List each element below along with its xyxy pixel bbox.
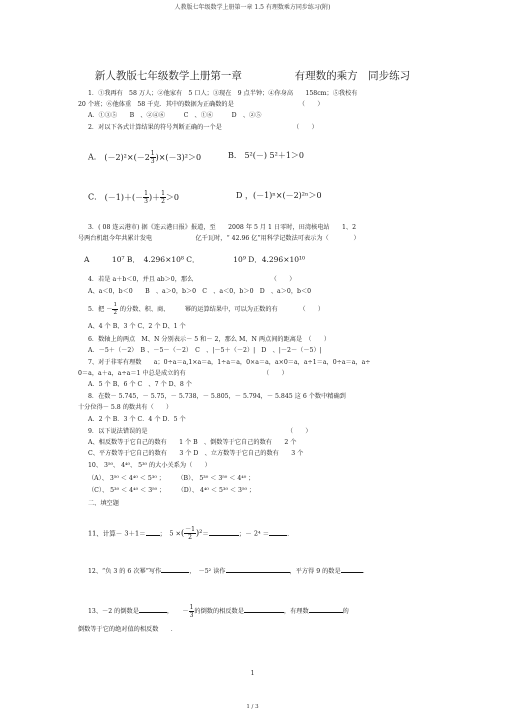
document-header: 人教版七年级数学上册第一章 1.5 有理数乘方同步练习(附) [174,4,331,11]
q13-line-1: 13、－2 的倒数是 ， － $\frac{1}{3}$ 的倒数的相反数是 ，有理数 的 [88,604,349,619]
q11-blank-3[interactable] [269,535,287,536]
q2-option-b [228,150,304,161]
q12-blank-2[interactable] [226,572,290,573]
q4-stem: 4．若是 a＋b＜0，并且 ab＞0，那么 （ ） [88,276,296,283]
q2-stem: 2．对以下各式计算结果的符号判断正确的一个是 （ ） [88,124,318,131]
q9-stem: 9．以下说法错误的是 （ ） [88,428,312,435]
q11-blank-2[interactable] [209,535,239,536]
q13-blank-3[interactable] [309,612,343,613]
page-title-right: 有理数的乘方 同步练习 [294,70,411,82]
q12-end: ，平方得 9 的数是 [289,568,341,575]
page-title [0,68,505,83]
section-fill-in-heading: 二、填空题 [88,500,119,507]
q2-d-expr: ，(－1)ⁿ×(－2)²ⁿ＞0 [244,191,322,200]
q12-lead: 12、“负 3 的 6 次幂”写作 [88,568,162,575]
q3-line-2: 号两台机组今年共累计发电 亿千瓦时，“ 42.96 亿”用科学记数法可表示为（ ） [78,235,360,242]
q7-line-2: 0＝a，a＋a，a÷a＝1 中总是成立的有 （ ） [78,370,288,377]
q2-d-label: D [236,191,243,200]
q2-c-expr: (－1)＋(－ $\frac{1}{3}$ )＋ $\frac{1}{2}$ ＞0 [104,190,179,205]
q11-after: ＝ [202,529,209,538]
q6-options: A．－5＋（－2） B 、－5－（－2） C 、|－5＋（－2）| D 、|－2－（－5）| [88,347,322,354]
q9-option-cd: C、平方数等于它自己的数有 3 个 D 、立方数等于它自己的数有 3 个 [88,450,304,457]
q11: 11、计算－ 3＋1＝ ； 5 ×( $\frac{-1}{2}$ )²＝ ；－ 2⁴ ＝ ． [88,526,294,541]
q2-a-expr: (－2)²×(－2 $\frac{1}{3}$ )×(－3)²＞0 [104,150,202,165]
q5-stem: 5．把 － $\frac{1}{2}$ 的分数、积、商、 幂的运算结果中，可以为正数的有 （ ） [88,302,325,316]
q13-mid2: 的倒数的相反数是 [194,608,244,615]
q11-mid: ； 5 × [159,529,182,538]
q8-line-2: 十分位得－ 5.8 的数共有（ ） [78,404,173,411]
q10-stem: 10、 3⁵⁰、 4⁴⁰、 5³⁰ 的大小关系为（ ） [88,462,211,469]
q2-option-c [88,190,179,205]
q9-option-ab: A、相反数等于它自己的数有 1 个 B 、倒数等于它自己的数有 2 个 [88,439,297,446]
q6-stem: 6．数轴上的两点 M、N 分别表示－ 5 和－ 2，那么 M、N 两点间的距离是 （ ） [88,336,331,343]
q3-options: A 10⁷ B． 4.296×10⁸ C． 10⁹ D．4.296×10¹⁰ [84,255,306,264]
q11-lead: 11、计算－ 3＋1＝ [88,529,146,538]
q13-blank-1[interactable] [139,612,167,613]
q3-line-1: 3．( 08 连云港市) 据《连云港日报》报道，至 2008 年 5 月 1 日零时，田湾核电站 1、2 [88,224,357,231]
q2-b-label: B． [228,151,242,160]
q8-line-1: 8．在数－ 5.745，－ 5.75，－ 5.738，－ 5.805，－ 5.794，－ 5.845 这 6 个数中精确到 [88,393,346,400]
q13-mid3: ，有理数 [283,608,309,615]
q12-blank-3[interactable] [341,572,363,573]
q8-options: A．2 个 B．3 个 C．4 个 D．5 个 [88,416,186,423]
q1-options: A．①③⑤ B 、②④⑥ C 、①⑥ D 、②⑤ [88,112,262,119]
q12: 12、“负 3 的 6 次幂”写作 ， －5² 读作 ，平方得 9 的数是 ． [88,568,369,575]
q13-mid: ， [166,608,170,615]
q2-c-label: C． [88,192,103,202]
q1-line-1: 1．①我再有 58 万人；②他家有 5 口人；③现在 9 点半钟；④你身高 158cm；⑤我校有 [88,90,358,97]
q13-blank-2[interactable] [244,612,284,613]
q2-a-label: A． [88,152,102,162]
q12-mid: ， －5² 读作 [189,568,226,575]
page-title-left: 新人教版七年级数学上册第一章 [94,70,242,82]
q1-line-2: 20 个班；⑥他体重 58 千克．其中的数据为正确数的是 （ ） [78,101,324,108]
q4-options: A、a＜0，b＜0 B 、a＞0，b＞0 C 、a＜0，b＞0 D 、a＞0，b＜0 [88,288,312,295]
q13-lead: 13、－2 的倒数是 [88,608,139,615]
q2-b-expr: 5²(－) 5²＋1＞0 [244,151,304,160]
q10-option-cd: （C）、 5³⁰ ＜ 4⁴⁰ ＜ 3⁵⁰ ； （D）、 4⁴⁰ ＜ 5³⁰ ＜ 3⁵⁰ ； [88,487,256,494]
q11-end: ；－ 2⁴ ＝ [238,529,270,538]
q13-line-2: 倒数等于它的绝对值的相反数 ． [78,626,177,633]
q13-end: 的 [342,608,349,615]
q7-options: A．5 个 B、6 个 C 、7 个 D、8 个 [88,381,192,388]
page-footer: 1 / 3 [246,704,259,710]
q10-option-ab: （A）、 3⁵⁰ ＜ 4⁴⁰ ＜ 5³⁰ ； （B）、 5³⁰ ＜ 3⁵⁰ ＜ 4⁴⁰ ； [88,475,255,482]
q5-options: A、4 个 B、3 个 C、2 个 D、1 个 [88,323,186,330]
q2-option-a [88,150,201,165]
q2-option-d [236,190,322,201]
q7-line-1: 7、对于非零有理数 a；0÷a＝a,1×a＝a，1÷a＝a，0×a＝a，a×0＝a，a÷1＝a，0÷a＝a，a÷ [88,359,371,366]
page-number: 1 [250,670,255,677]
q12-blank-1[interactable] [161,572,189,573]
q11-blank-1[interactable] [146,535,160,536]
